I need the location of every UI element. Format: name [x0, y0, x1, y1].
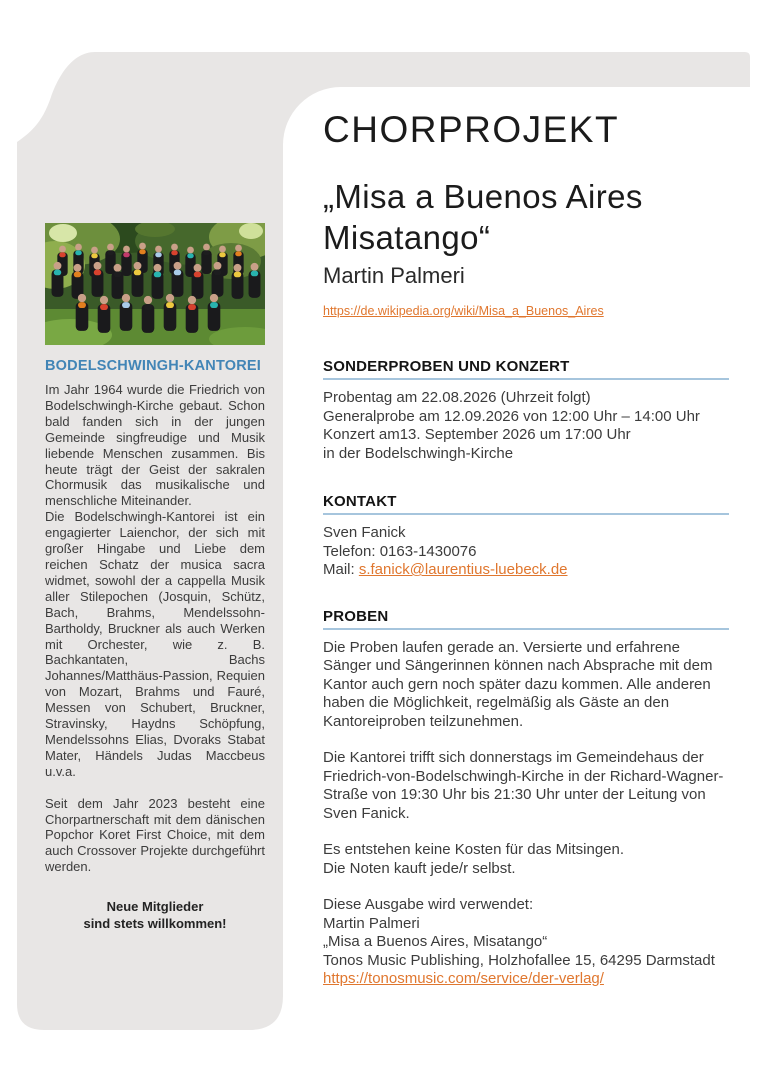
sidebar-note — [45, 899, 265, 932]
edition-title: „Misa a Buenos Aires, Misatango“ — [323, 933, 548, 950]
sidebar-paragraph: Im Jahr 1964 wurde die Friedrich von Bodelschwingh-Kirche gebaut. Schon bald fanden sich in der jungen Gemeinde singfreudige und Musik liebende Menschen zusammen. Bis heute trägt der Geist der sakralen Chormusik das musikalische und menschliche Miteinander. — [45, 382, 265, 509]
schedule-line: Probentag am 22.08.2026 (Uhrzeit folgt) — [323, 389, 591, 406]
section-proben — [323, 608, 729, 989]
sidebar-heading: BODELSCHWINGH-KANTOREI — [45, 358, 261, 374]
section-divider — [323, 513, 729, 515]
sonderproben-body — [323, 389, 729, 463]
contact-mail-line — [323, 561, 729, 580]
edition-intro: Diese Ausgabe wird verwendet: — [323, 896, 534, 913]
schedule-line: in der Bodelschwingh-Kirche — [323, 444, 514, 462]
sidebar-body — [45, 382, 265, 875]
section-heading: PROBEN — [323, 607, 389, 625]
section-heading: SONDERPROBEN UND KONZERT — [323, 358, 570, 375]
schedule-line: Generalprobe am 12.09.2026 von 12:00 Uhr – 14:00 Uhr — [323, 407, 700, 425]
sidebar-note-line2: sind stets willkommen! — [83, 915, 227, 931]
main-content — [323, 108, 729, 989]
section-sonderproben — [323, 358, 729, 463]
section-divider — [323, 378, 729, 380]
sidebar — [45, 223, 265, 932]
proben-body — [323, 639, 729, 989]
publisher-link[interactable]: https://tonosmusic.com/service/der-verlag/ — [323, 970, 604, 987]
mail-link[interactable]: s.fanick@laurentius-luebeck.de — [358, 561, 568, 578]
section-kontakt — [323, 493, 729, 580]
contact-phone: Telefon: 0163-1430076 — [323, 542, 477, 560]
wikipedia-link[interactable]: https://de.wikipedia.org/wiki/Misa_a_Buenos_Aires — [323, 304, 604, 318]
contact-name: Sven Fanick — [323, 524, 406, 541]
proben-paragraph: Die Proben laufen gerade an. Versierte und erfahrene Sänger und Sängerinnen können nach Absprache mit dem Kantor auch gern noch später dazu kommen. Alle anderen haben die Möglichkeit, regelmäßig als Gäste an den Kantoreiproben teilzunehmen. — [323, 638, 713, 730]
kontakt-body — [323, 524, 729, 580]
mail-label: Mail: — [323, 561, 359, 578]
costs-line2: Die Noten kauft jede/r selbst. — [323, 859, 516, 877]
schedule-line: Konzert am13. September 2026 um 17:00 Uhr — [323, 426, 631, 443]
project-kicker: CHORPROJEKT — [323, 109, 620, 150]
edition-publisher: Tonos Music Publishing, Holzhofallee 15, 64295 Darmstadt — [323, 951, 715, 969]
sidebar-note-line1: Neue Mitglieder — [106, 899, 204, 915]
composer-name: Martin Palmeri — [323, 263, 465, 288]
page-title — [323, 176, 729, 258]
title-line2: Misatango“ — [323, 219, 491, 256]
section-divider — [323, 628, 729, 630]
sidebar-paragraph: Seit dem Jahr 2023 besteht eine Chorpartnerschaft mit dem dänischen Popchor Koret First Choice, mit dem auch Crossover Projekte durchgeführt werden. — [45, 795, 265, 875]
sidebar-paragraph: Die Bodelschwingh-Kantorei ist ein engagierter Laienchor, der sich mit großer Hingabe und Liebe dem reichen Schatz der musica sacra widmet, sowohl der a cappella Musik aller Stilepochen (Josquin, Schütz, Bach, Brahms, Mendelssohn-Bartholdy, Bruckner als auch Werken mit Orchester, wie z. B. Bachkantaten, Bachs Johannes/Matthäus-Passion, Requien von Mozart, Brahms und Fauré, Messen von Schubert, Bruckner, Stravinsky, Haydns Schöpfung, Mendelssohns Elias, Dvoraks Stabat Mater, Händels Judas Maccbeus u.v.a. — [45, 509, 265, 779]
edition-composer: Martin Palmeri — [323, 914, 420, 932]
choir-group-photo — [45, 223, 265, 345]
proben-paragraph: Die Kantorei trifft sich donnerstags im Gemeindehaus der Friedrich-von-Bodelschwingh-Kirche in der Richard-Wagner-Straße von 19:30 Uhr bis 21:30 Uhr unter der Leitung von Sven Fanick. — [323, 749, 724, 822]
title-line1: „Misa a Buenos Aires — [323, 178, 643, 215]
section-heading: KONTAKT — [323, 493, 397, 510]
costs-line1: Es entstehen keine Kosten für das Mitsingen. — [323, 841, 625, 858]
edition-link-line — [323, 970, 729, 989]
